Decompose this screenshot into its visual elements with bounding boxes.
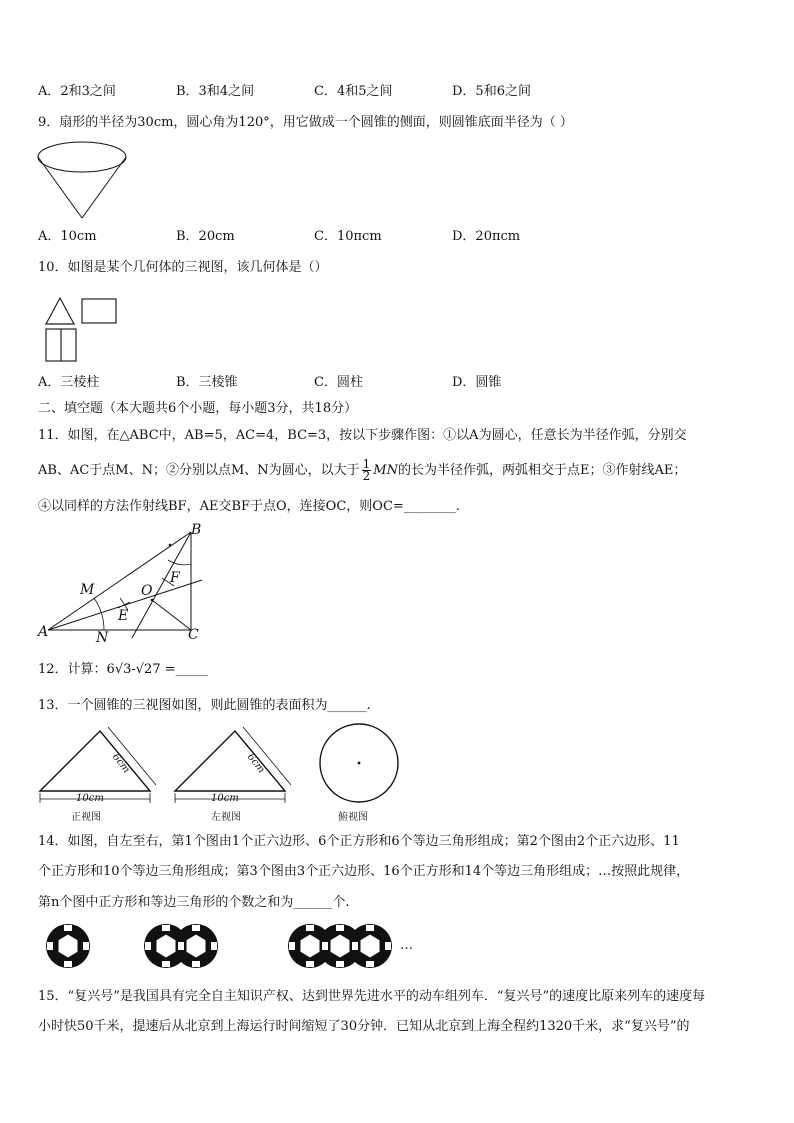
q10-option-b: B．三棱锥 (176, 375, 238, 390)
q11-label-f: F (170, 570, 180, 586)
q9-option-a: A．10cm (38, 229, 97, 244)
q11-label-n: N (96, 630, 109, 646)
q13-front-side-dim: 6cm (109, 751, 132, 776)
q12-line (38, 660, 208, 680)
q10-three-view-figure (44, 296, 124, 366)
q13-caption-front: 正视图 (71, 812, 101, 823)
q11-fraction (362, 459, 372, 482)
q14-pattern-figure-1 (44, 922, 94, 972)
q9-cone-figure (38, 140, 128, 220)
q14-line2: 个正方形和10个等边三角形组成；第3个图由3个正六边形、16个正方形和14个等边三角形组成；…按照此规律， (38, 864, 690, 879)
q11-label-m: M (80, 582, 95, 598)
q11-line2a: AB、AC于点M、N；②分别以点M、N为圆心，以大于 (38, 463, 360, 478)
q9-option-c: C．10πcm (314, 229, 382, 244)
q11-label-e: E (118, 608, 129, 624)
q13-front-view (38, 727, 158, 802)
q9-option-b: B．20cm (176, 229, 235, 244)
section-heading: 二、填空题（本大题共6个小题，每小题3分，共18分） (38, 401, 358, 416)
q13-side-base-dim: 10cm (211, 793, 239, 804)
q11-line2b: 的长为半径作弧，两弧相交于点E；③作射线AE； (397, 463, 687, 478)
q11-label-a: A (38, 624, 49, 640)
q13-side-side-dim: 6cm (244, 751, 267, 776)
q8-option-b: B．3和4之间 (176, 84, 255, 99)
q12-prefix: 12．计算： (38, 662, 107, 677)
q14-pattern-figure-2 (142, 922, 222, 972)
q8-option-a: A．2和3之间 (38, 84, 116, 99)
q11-frac-num: 1 (362, 457, 371, 471)
q8-option-d: D．5和6之间 (452, 84, 531, 99)
q11-line1: 11．如图，在△ABC中，AB=5，AC=4，BC=3，按以下步骤作图：①以A为圆心，任意长为半径作弧，分别交 (38, 428, 687, 443)
q10-stem: 10．如图是某个几何体的三视图，该几何体是（） (38, 260, 328, 275)
q8-options (38, 82, 531, 102)
q14-line3: 第n个图中正方形和等边三角形的个数之和为______个. (38, 895, 350, 910)
q14-line1: 14．如图，自左至右，第1个图由1个正六边形、6个正方形和6个等边三角形组成；第2个图由2个正六边形、11 (38, 834, 680, 849)
q13-front-base-dim: 10cm (76, 793, 104, 804)
q13-top-view (318, 722, 402, 806)
q13-caption-side: 左视图 (211, 812, 241, 823)
q14-ellipsis: … (400, 938, 413, 953)
q11-line2 (38, 456, 686, 486)
q13-side-view (173, 727, 293, 802)
q11-label-c: C (188, 627, 199, 643)
q15-line2: 小时快50千米，提速后从北京到上海运行时间缩短了30分钟．已知从北京到上海全程约1320千米，求“复兴号”的 (38, 1019, 690, 1034)
q10-option-d: D．圆锥 (452, 375, 502, 390)
q15-line1: 15．“复兴号”是我国具有完全自主知识产权、达到世界先进水平的动车组列车．“复兴号”的速度比原来列车的速度每 (38, 989, 706, 1004)
q9-stem: 9．扇形的半径为30cm，圆心角为120°，用它做成一个圆锥的侧面，则圆锥底面半径为（ ） (38, 115, 573, 130)
q8-option-c: C．4和5之间 (314, 84, 393, 99)
q11-frac-den: 2 (362, 469, 371, 483)
q13-stem: 13．一个圆锥的三视图如图，则此圆锥的表面积为______. (38, 698, 371, 713)
q11-triangle-figure (34, 520, 214, 650)
q9-options (38, 227, 520, 247)
q14-pattern-figure-3 (286, 922, 396, 972)
q9-option-d: D．20πcm (452, 229, 521, 244)
q10-options (38, 373, 501, 393)
q11-frac-var: MN (373, 463, 398, 478)
q11-label-b: B (191, 522, 202, 538)
q11-line3: ④以同样的方法作射线BF，AE交BF于点O，连接OC，则OC=________. (38, 499, 460, 514)
q10-option-c: C．圆柱 (314, 375, 363, 390)
q10-option-a: A．三棱柱 (38, 375, 100, 390)
q13-caption-top: 俯视图 (338, 812, 368, 823)
q11-label-o: O (141, 583, 153, 599)
q12-expression: 6√3-√27 =_____ (106, 662, 209, 677)
